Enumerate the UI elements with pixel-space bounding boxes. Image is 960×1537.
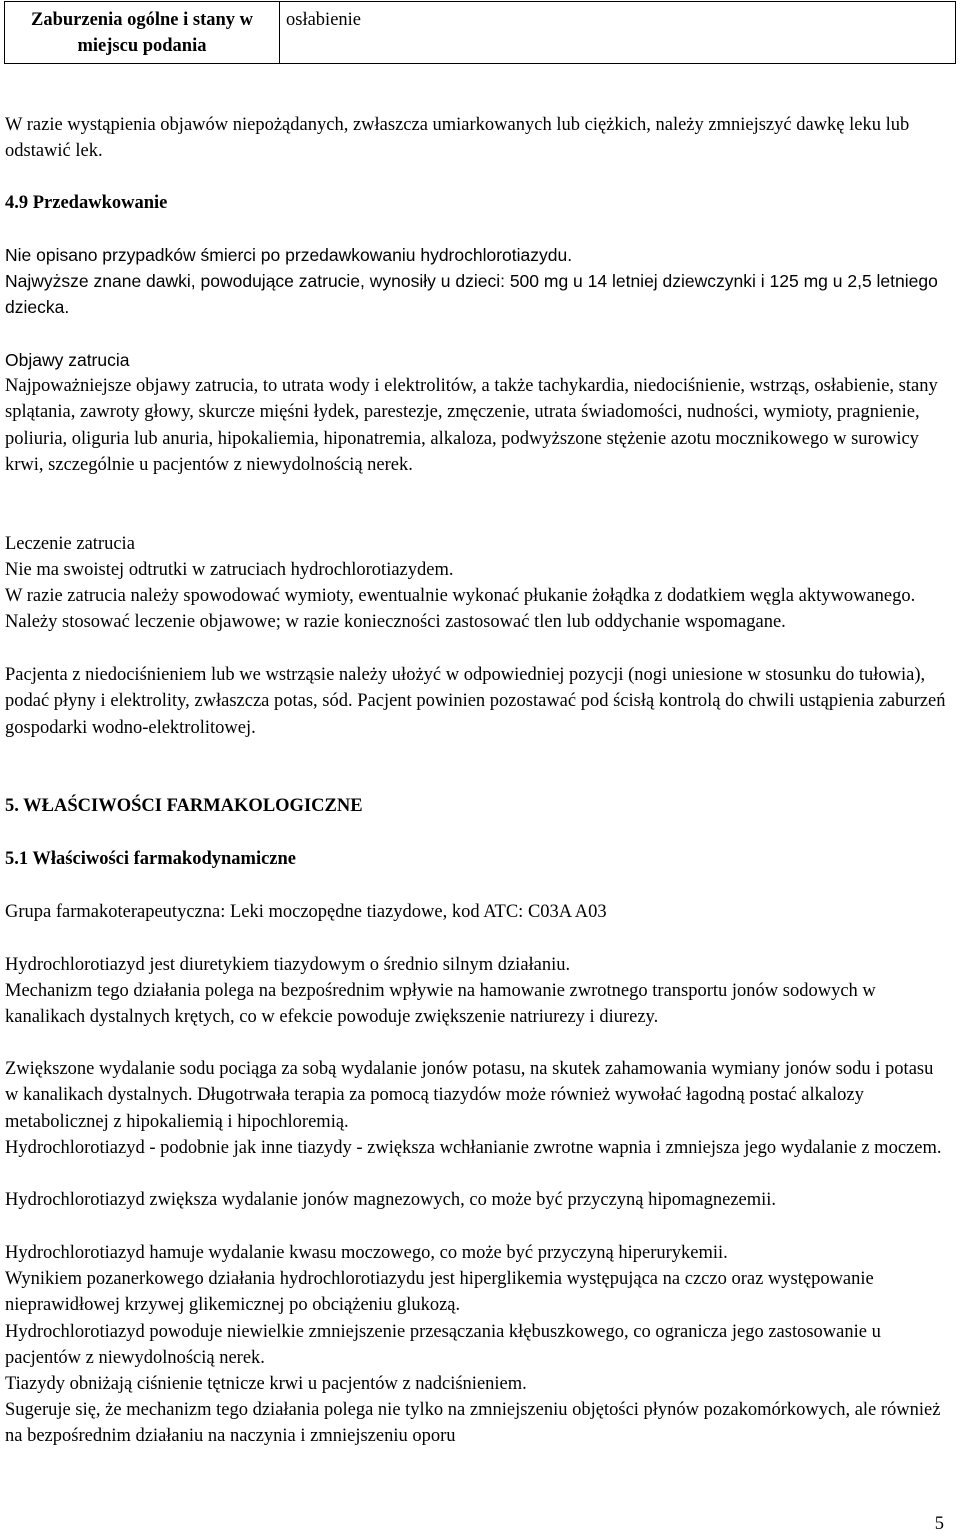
table-row	[5, 2, 956, 64]
overdose-paragraph-1: Nie opisano przypadków śmierci po przedawkowaniu hydrochlorotiazydu.	[5, 245, 573, 265]
page-number: 5	[934, 1514, 944, 1534]
pharmacodynamics-paragraph: Wynikiem pozanerkowego działania hydrochlorotiazydu jest hiperglikemia występująca na czczo oraz występowanie nieprawidłowej krzywej glikemicznej po obciążeniu glukozą.	[5, 1269, 874, 1316]
effect-cell: osłabienie	[280, 2, 956, 64]
pharmacodynamics-paragraph: Sugeruje się, że mechanizm tego działania polega nie tylko na zmniejszeniu objętości płynów pozakomórkowych, ale również na bezpośrednim działaniu na naczynia i zmniejszeniu oporu	[5, 1400, 941, 1447]
treatment-paragraph-2: W razie zatrucia należy spowodować wymioty, ewentualnie wykonać płukanie żołądka z dodatkiem węgla aktywowanego. Należy stosować leczenie objawowe; w razie konieczności zastosować tlen lub oddychanie wspomagane.	[5, 586, 916, 633]
symptoms-text: Najpoważniejsze objawy zatrucia, to utrata wody i elektrolitów, a także tachykardia, niedociśnienie, wstrząs, osłabienie, stany splątania, zawroty głowy, skurcze mięśni łydek, parestezje, zmęczenie, utrata świadomości, nudności, wymioty, pragnienie, poliuria, oliguria lub anuria, hipokaliemia, hiponatremia, alkaloza, podwyższone stężenie azotu mocznikowego w surowicy krwi, szczególnie u pacjentów z niewydolnością nerek.	[5, 376, 938, 475]
category-cell: Zaburzenia ogólne i stany w miejscu podania	[5, 2, 280, 64]
dose-reduction-note: W razie wystąpienia objawów niepożądanych, zwłaszcza umiarkowanych lub ciężkich, należy zmniejszyć dawkę leku lub odstawić lek.	[5, 115, 910, 162]
section-5-1-heading: 5.1 Właściwości farmakodynamiczne	[5, 849, 297, 869]
pharmacodynamics-paragraph: Mechanizm tego działania polega na bezpośrednim wpływie na hamowanie zwrotnego transportu jonów sodowych w kanalikach dystalnych krętych, co w efekcie powoduje zwiększenie natriurezy i diurezy.	[5, 981, 876, 1028]
section-4-9-heading: 4.9 Przedawkowanie	[5, 193, 168, 213]
adverse-reactions-table	[4, 1, 956, 64]
overdose-paragraph-2: Najwyższe znane dawki, powodujące zatrucie, wynosiły u dzieci: 500 mg u 14 letniej dziewczynki i 125 mg u 2,5 letniego dziecka.	[5, 271, 938, 318]
pharmacodynamics-paragraph: Hydrochlorotiazyd - podobnie jak inne tiazydy - zwiększa wchłanianie zwrotne wapnia i zmniejsza jego wydalanie z moczem.	[5, 1138, 942, 1158]
treatment-paragraph-3: Pacjenta z niedociśnieniem lub we wstrząsie należy ułożyć w odpowiedniej pozycji (nogi uniesione w stosunku do tułowia), podać płyny i elektrolity, zwłaszcza potas, sód. Pacjent powinien pozostawać pod ścisłą kontrolą do chwili ustąpienia zaburzeń gospodarki wodno-elektrolitowej.	[5, 665, 946, 738]
pharmacodynamics-paragraph: Hydrochlorotiazyd zwiększa wydalanie jonów magnezowych, co może być przyczyną hipomagnezemii.	[5, 1190, 777, 1210]
symptoms-heading: Objawy zatrucia	[5, 350, 130, 370]
pharmacodynamics-paragraph: Hydrochlorotiazyd powoduje niewielkie zmniejszenie przesączania kłębuszkowego, co ogranicza jego zastosowanie u pacjentów z niewydolnością nerek.	[5, 1322, 881, 1369]
treatment-heading: Leczenie zatrucia	[5, 534, 135, 554]
pharmacodynamics-paragraph: Zwiększone wydalanie sodu pociąga za sobą wydalanie jonów potasu, na skutek zahamowania wymiany jonów sodu i potasu w kanalikach dystalnych. Długotrwała terapia za pomocą tiazydów może również wywołać łagodną postać alkalozy metabolicznej z hipokaliemią i hipochloremią.	[5, 1059, 934, 1132]
pharmacodynamics-paragraph: Hydrochlorotiazyd hamuje wydalanie kwasu moczowego, co może być przyczyną hiperurykemii.	[5, 1243, 728, 1263]
pharmacotherapeutic-group: Grupa farmakoterapeutyczna: Leki moczopędne tiazydowe, kod ATC: C03A A03	[5, 902, 607, 922]
pharmacodynamics-paragraph: Hydrochlorotiazyd jest diuretykiem tiazydowym o średnio silnym działaniu.	[5, 955, 571, 975]
treatment-paragraph-1: Nie ma swoistej odtrutki w zatruciach hydrochlorotiazydem.	[5, 560, 454, 580]
section-5-heading: 5. WŁAŚCIWOŚCI FARMAKOLOGICZNE	[5, 796, 363, 816]
pharmacodynamics-paragraph: Tiazydy obniżają ciśnienie tętnicze krwi u pacjentów z nadciśnieniem.	[5, 1374, 527, 1394]
